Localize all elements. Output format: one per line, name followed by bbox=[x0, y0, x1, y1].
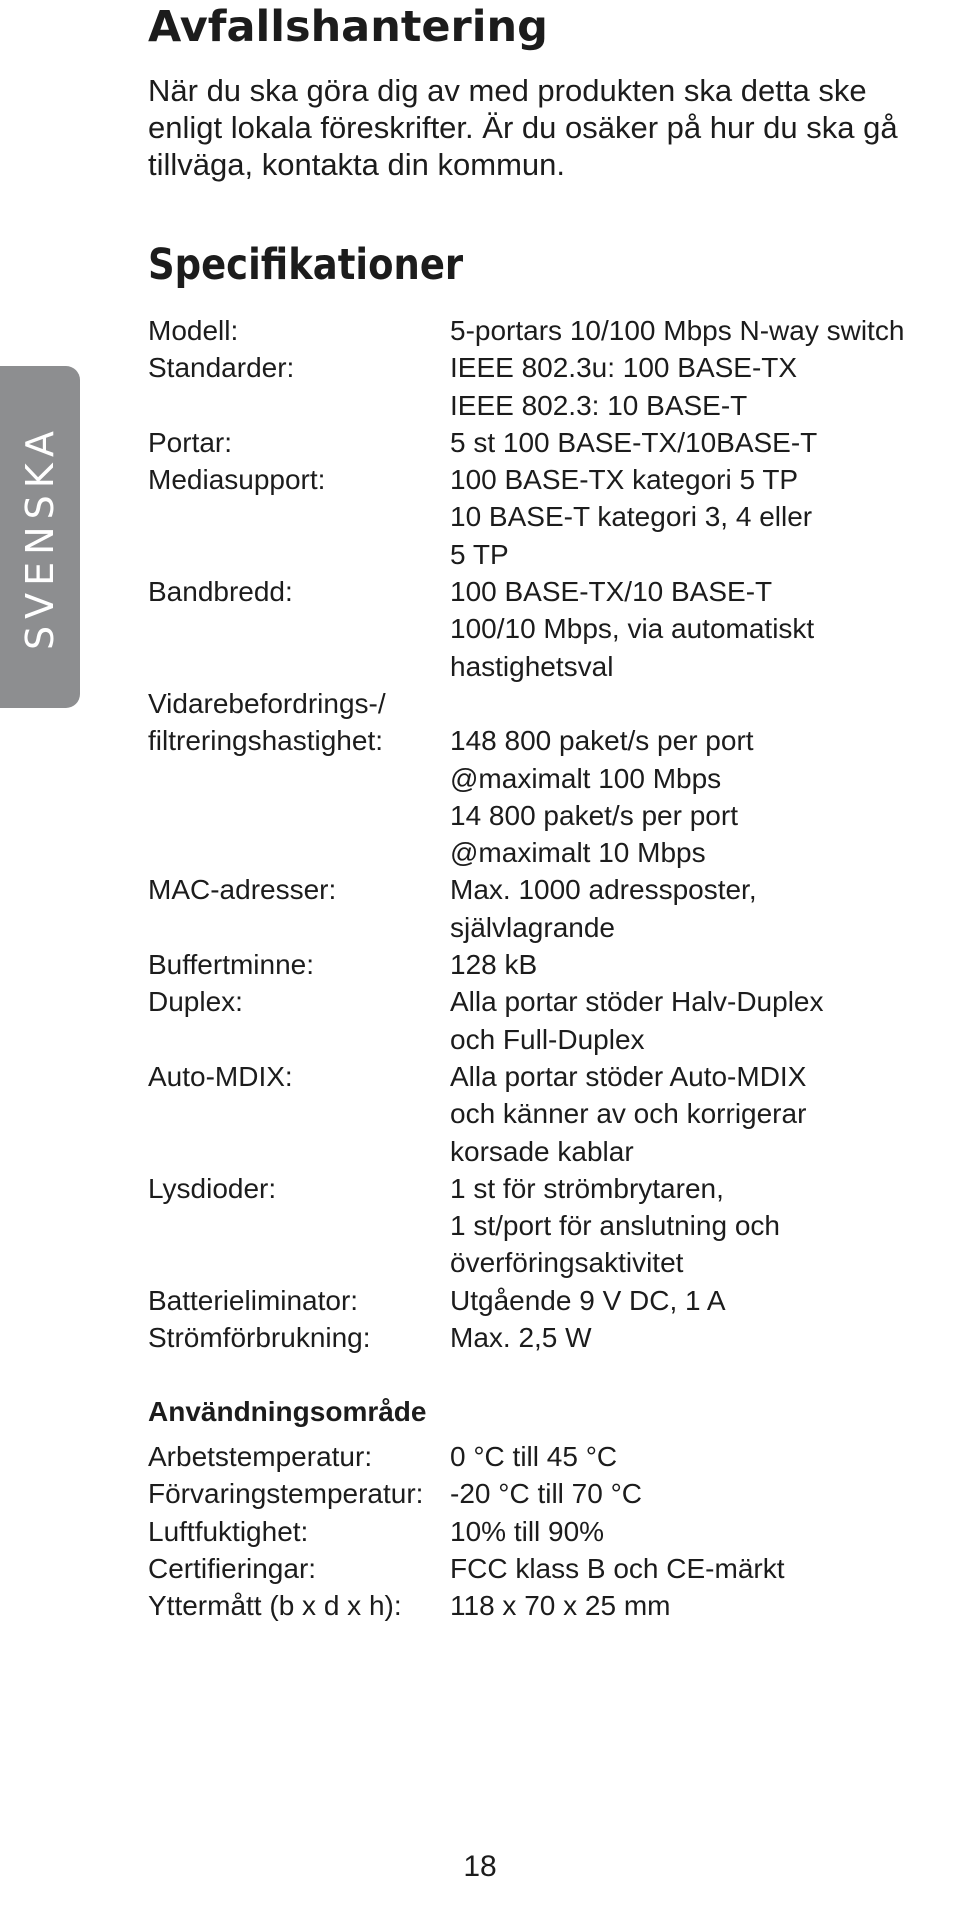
usage-row-operating-temp bbox=[148, 1438, 948, 1475]
spec-value: Alla portar stöder Auto-MDIX och känner av och korrigerar korsade kablar bbox=[450, 1060, 807, 1167]
spec-label: Strömförbrukning: bbox=[148, 1322, 371, 1354]
spec-value: Alla portar stöder Halv-Duplex och Full-Duplex bbox=[450, 986, 824, 1055]
spec-value: Max. 1000 adressposter, självlagrande bbox=[450, 874, 757, 943]
spec-row-power-adapter bbox=[148, 1282, 948, 1319]
disposal-text: När du ska göra dig av med produkten ska detta ske enligt lokala föreskrifter. Är du osäker på hur du ska gå tillväga, kontakta din kommun. bbox=[148, 73, 898, 182]
spec-row-bandwidth bbox=[148, 573, 948, 685]
usage-label: Certifieringar: bbox=[148, 1552, 317, 1584]
spec-value: 5 st 100 BASE-TX/10BASE-T bbox=[450, 426, 818, 458]
usage-value: 118 x 70 x 25 mm bbox=[450, 1590, 671, 1622]
usage-value: 0 °C till 45 °C bbox=[450, 1441, 618, 1472]
spec-row-mac-addresses bbox=[148, 871, 948, 946]
spec-label: MAC-adresser: bbox=[148, 874, 337, 906]
page-number: 18 bbox=[463, 1850, 497, 1883]
usage-row-dimensions bbox=[148, 1587, 948, 1624]
spec-value: 1 st för strömbrytaren, 1 st/port för anslutning och överföringsaktivitet bbox=[450, 1172, 780, 1279]
usage-label: Luftfuktighet: bbox=[148, 1515, 309, 1547]
spec-row-buffer-memory bbox=[148, 946, 948, 983]
usage-row-humidity bbox=[148, 1513, 948, 1550]
spec-value: 5-portars 10/100 Mbps N-way switch bbox=[450, 315, 905, 346]
spec-label: Bandbredd: bbox=[148, 576, 293, 608]
spec-label: Duplex: bbox=[148, 986, 243, 1018]
spec-value: 100 BASE-TX/10 BASE-T 100/10 Mbps, via automatiskt hastighetsval bbox=[450, 576, 815, 682]
usage-label: Yttermått (b x d x h): bbox=[148, 1590, 402, 1622]
usage-table bbox=[148, 1438, 948, 1624]
spec-label: Mediasupport: bbox=[148, 464, 326, 496]
spec-value: IEEE 802.3u: 100 BASE-TX IEEE 802.3: 10 BASE-T bbox=[450, 352, 798, 421]
specifications-table bbox=[148, 312, 948, 1356]
spec-value: 128 kB bbox=[450, 949, 538, 981]
spec-row-media-support bbox=[148, 461, 948, 573]
disposal-heading: Avfallshantering bbox=[148, 2, 548, 52]
usage-label: Förvaringstemperatur: bbox=[148, 1478, 424, 1510]
spec-row-ports bbox=[148, 424, 948, 461]
spec-value: 148 800 paket/s per port @maximalt 100 Mbps 14 800 paket/s per port @maximalt 10 Mbps bbox=[450, 725, 754, 869]
usage-value: FCC klass B och CE-märkt bbox=[450, 1552, 785, 1584]
spec-row-forwarding-rate bbox=[148, 685, 948, 871]
specifications-heading: Specifikationer bbox=[148, 240, 464, 290]
usage-heading: Användningsområde bbox=[148, 1396, 427, 1427]
spec-row-leds bbox=[148, 1170, 948, 1282]
spec-label: Standarder: bbox=[148, 352, 295, 384]
spec-value: Max. 2,5 W bbox=[450, 1322, 592, 1354]
spec-row-power-consumption bbox=[148, 1319, 948, 1356]
spec-label: Lysdioder: bbox=[148, 1172, 277, 1204]
usage-row-storage-temp bbox=[148, 1475, 948, 1512]
spec-label: Modell: bbox=[148, 315, 239, 346]
spec-label: Buffertminne: bbox=[148, 949, 315, 981]
language-label: SVENSKA bbox=[18, 424, 63, 650]
spec-label: Vidarebefordrings-/ filtreringshastighet: bbox=[148, 687, 386, 757]
spec-row-duplex bbox=[148, 983, 948, 1058]
usage-value: 10% till 90% bbox=[450, 1515, 605, 1547]
spec-label: Portar: bbox=[148, 426, 233, 458]
spec-label: Batterieliminator: bbox=[148, 1284, 359, 1316]
spec-row-standards bbox=[148, 349, 948, 424]
usage-label: Arbetstemperatur: bbox=[148, 1441, 373, 1472]
usage-value: -20 °C till 70 °C bbox=[450, 1478, 643, 1510]
language-side-tab bbox=[0, 366, 80, 708]
spec-value: Utgående 9 V DC, 1 A bbox=[450, 1284, 726, 1316]
spec-row-model bbox=[148, 312, 948, 349]
spec-value: 100 BASE-TX kategori 5 TP 10 BASE-T kategori 3, 4 eller 5 TP bbox=[450, 464, 813, 570]
spec-label: Auto-MDIX: bbox=[148, 1060, 293, 1092]
spec-row-auto-mdix bbox=[148, 1058, 948, 1170]
usage-row-certifications bbox=[148, 1550, 948, 1587]
